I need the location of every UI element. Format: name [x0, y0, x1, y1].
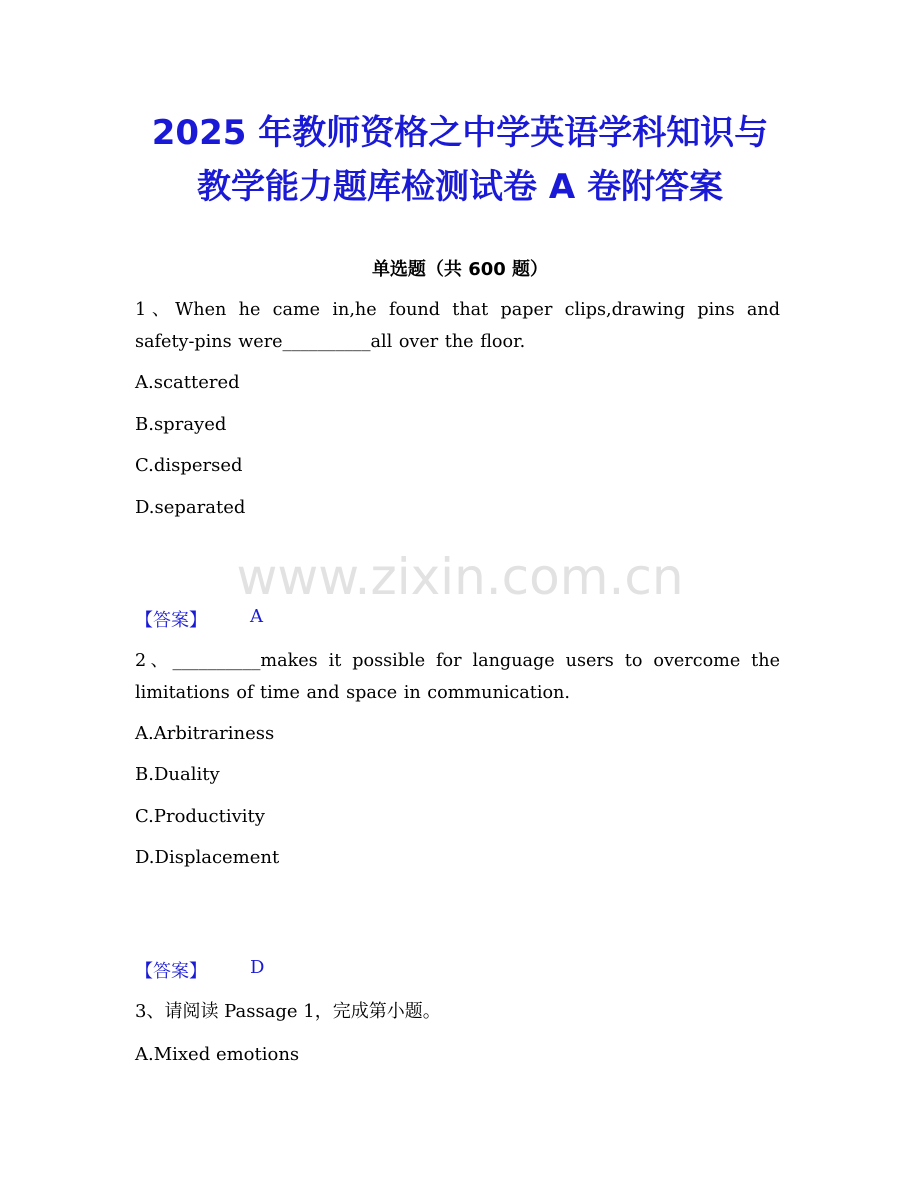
document-title-line2: 教学能力题库检测试卷 A 卷附答案 [197, 167, 723, 207]
question-2-answer-value: D [250, 957, 265, 978]
question-2-option-c: C.Productivity [135, 806, 265, 827]
question-2-text: 2、__________makes it possible for language users to overcome the limitations of time and space in communication. [135, 651, 780, 703]
question-3-option-a: A.Mixed emotions [135, 1044, 300, 1065]
question-1-option-c: C.dispersed [135, 455, 243, 476]
question-2-option-a: A.Arbitrariness [135, 723, 275, 744]
watermark: www.zixin.com.cn [236, 548, 684, 606]
question-3-text: 3、请阅读 Passage 1，完成第小题。 [135, 1001, 441, 1022]
question-2-option-d: D.Displacement [135, 847, 280, 868]
question-2-answer-label: 【答案】 [135, 961, 207, 982]
question-1-option-a: A.scattered [135, 372, 240, 393]
question-1-answer-label: 【答案】 [135, 610, 207, 631]
question-1-option-d: D.separated [135, 497, 246, 518]
document-title-line1: 2025 年教师资格之中学英语学科知识与 [151, 113, 769, 153]
section-heading: 单选题（共 600 题） [371, 259, 549, 280]
question-1-text: 1、When he came in,he found that paper clips,drawing pins and safety-pins were__________all over the floor. [135, 300, 780, 352]
question-1-option-b: B.sprayed [135, 414, 227, 435]
question-2-option-b: B.Duality [135, 764, 220, 785]
question-1-answer-value: A [250, 606, 263, 627]
